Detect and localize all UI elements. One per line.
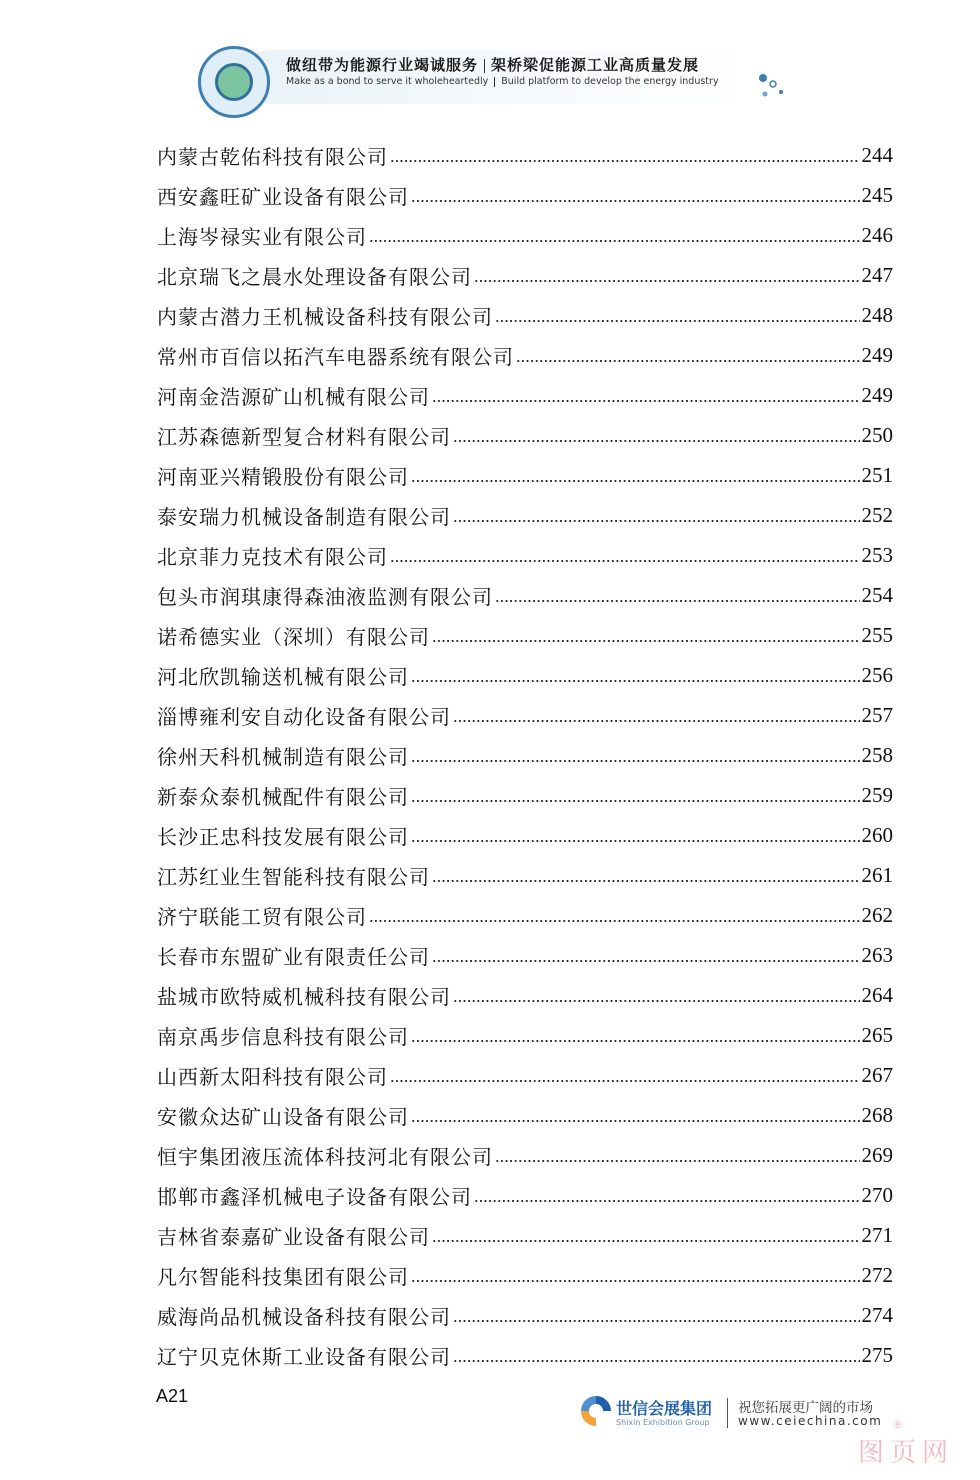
- toc-dot-leader: [411, 785, 860, 805]
- toc-page-number: 248: [861, 302, 893, 327]
- toc-dot-leader: [411, 745, 860, 765]
- slogan-cn: [286, 54, 699, 75]
- toc-dot-leader: [453, 425, 860, 445]
- toc-dot-leader: [453, 1305, 860, 1325]
- toc-page-number: 250: [861, 422, 893, 447]
- energy-logo-icon: [198, 46, 270, 118]
- toc-row[interactable]: [157, 695, 893, 735]
- toc-page-number: 259: [861, 782, 893, 807]
- toc-entry-name: 内蒙古乾佑科技有限公司: [157, 144, 388, 169]
- toc-row[interactable]: [157, 1055, 893, 1095]
- toc-row[interactable]: [157, 255, 893, 295]
- footer-brand: 世信会展集团: [616, 1399, 713, 1418]
- toc-entry-name: 上海岑禄实业有限公司: [157, 224, 367, 249]
- toc-page-number: 274: [861, 1302, 893, 1327]
- toc-row[interactable]: [157, 855, 893, 895]
- toc-dot-leader: [474, 1185, 860, 1205]
- toc-entry-name: 邯郸市鑫泽机械电子设备有限公司: [157, 1184, 472, 1209]
- toc-page-number: 256: [861, 662, 893, 687]
- toc-entry-name: 北京瑞飞之晨水处理设备有限公司: [157, 264, 472, 289]
- toc-page-number: 265: [861, 1022, 893, 1047]
- slogan-cn-left: 做纽带为能源行业竭诚服务: [286, 56, 479, 74]
- toc-dot-leader: [411, 1105, 860, 1125]
- toc-page-number: 270: [861, 1182, 893, 1207]
- toc-entry-name: 山西新太阳科技有限公司: [157, 1064, 388, 1089]
- toc-row[interactable]: [157, 295, 893, 335]
- toc-dot-leader: [390, 1065, 860, 1085]
- toc-row[interactable]: [157, 335, 893, 375]
- toc-dot-leader: [411, 825, 860, 845]
- watermark-registered: ®: [892, 1418, 903, 1431]
- toc-dot-leader: [411, 185, 860, 205]
- logo-inner-icon: [215, 63, 253, 101]
- toc-page-number: 244: [861, 142, 893, 167]
- toc-page-number: 249: [861, 342, 893, 367]
- toc-entry-name: 江苏红业生智能科技有限公司: [157, 864, 430, 889]
- toc-page-number: 268: [861, 1102, 893, 1127]
- toc-row[interactable]: [157, 135, 893, 175]
- toc-entry-name: 吉林省泰嘉矿业设备有限公司: [157, 1224, 430, 1249]
- toc-dot-leader: [453, 705, 860, 725]
- toc-dot-leader: [495, 305, 860, 325]
- toc-dot-leader: [411, 465, 860, 485]
- slogan-divider: [484, 59, 485, 73]
- toc-page-number: 258: [861, 742, 893, 767]
- toc-page-number: 269: [861, 1142, 893, 1167]
- toc-row[interactable]: [157, 455, 893, 495]
- toc-dot-leader: [495, 585, 860, 605]
- toc-entry-name: 安徽众达矿山设备有限公司: [157, 1104, 409, 1129]
- toc-dot-leader: [369, 225, 860, 245]
- toc-row[interactable]: [157, 615, 893, 655]
- decorative-dots-icon: [757, 72, 787, 102]
- toc-entry-name: 济宁联能工贸有限公司: [157, 904, 367, 929]
- toc-row[interactable]: [157, 575, 893, 615]
- toc-dot-leader: [432, 385, 860, 405]
- toc-entry-name: 诺希德实业（深圳）有限公司: [157, 624, 430, 649]
- shixin-logo-icon: [578, 1393, 614, 1429]
- toc-entry-name: 淄博雍利安自动化设备有限公司: [157, 704, 451, 729]
- toc-dot-leader: [495, 1145, 860, 1165]
- table-of-contents: [157, 135, 893, 1375]
- toc-row[interactable]: [157, 535, 893, 575]
- toc-dot-leader: [369, 905, 860, 925]
- slogan-en-left: Make as a bond to serve it wholeheartedly: [286, 76, 489, 87]
- toc-page-number: 272: [861, 1262, 893, 1287]
- toc-entry-name: 盐城市欧特威机械科技有限公司: [157, 984, 451, 1009]
- page-label: A21: [156, 1386, 189, 1406]
- toc-row[interactable]: [157, 215, 893, 255]
- toc-row[interactable]: [157, 1295, 893, 1335]
- toc-entry-name: 徐州天科机械制造有限公司: [157, 744, 409, 769]
- toc-entry-name: 包头市润琪康得森油液监测有限公司: [157, 584, 493, 609]
- toc-row[interactable]: [157, 1335, 893, 1375]
- toc-row[interactable]: [157, 495, 893, 535]
- watermark: 图页网: [858, 1438, 955, 1468]
- slogan-en-right: Build platform to develop the energy industry: [501, 76, 719, 87]
- toc-row[interactable]: [157, 1015, 893, 1055]
- footer-brand-en: Shixin Exhibition Group: [616, 1418, 710, 1427]
- toc-row[interactable]: [157, 1215, 893, 1255]
- toc-page-number: 249: [861, 382, 893, 407]
- toc-dot-leader: [411, 1265, 860, 1285]
- toc-page-number: 253: [861, 542, 893, 567]
- toc-dot-leader: [432, 865, 860, 885]
- toc-row[interactable]: [157, 415, 893, 455]
- toc-entry-name: 新泰众泰机械配件有限公司: [157, 784, 409, 809]
- toc-row[interactable]: [157, 1095, 893, 1135]
- toc-dot-leader: [390, 145, 860, 165]
- toc-page-number: 245: [861, 182, 893, 207]
- toc-page-number: 252: [861, 502, 893, 527]
- toc-row[interactable]: [157, 735, 893, 775]
- header-banner: [198, 46, 758, 108]
- toc-page-number: 275: [861, 1342, 893, 1367]
- toc-page-number: 257: [861, 702, 893, 727]
- toc-page-number: 263: [861, 942, 893, 967]
- toc-entry-name: 西安鑫旺矿业设备有限公司: [157, 184, 409, 209]
- toc-dot-leader: [453, 1345, 860, 1365]
- slogan-en-divider: [494, 77, 495, 87]
- toc-row[interactable]: [157, 375, 893, 415]
- toc-page-number: 264: [861, 982, 893, 1007]
- toc-dot-leader: [432, 1225, 860, 1245]
- toc-row[interactable]: [157, 975, 893, 1015]
- toc-entry-name: 辽宁贝克休斯工业设备有限公司: [157, 1344, 451, 1369]
- toc-entry-name: 常州市百信以拓汽车电器系统有限公司: [157, 344, 514, 369]
- toc-entry-name: 泰安瑞力机械设备制造有限公司: [157, 504, 451, 529]
- toc-row[interactable]: [157, 1135, 893, 1175]
- toc-page-number: 254: [861, 582, 893, 607]
- toc-dot-leader: [453, 505, 860, 525]
- toc-page-number: 255: [861, 622, 893, 647]
- toc-entry-name: 河北欣凯输送机械有限公司: [157, 664, 409, 689]
- toc-dot-leader: [432, 625, 860, 645]
- toc-entry-name: 凡尔智能科技集团有限公司: [157, 1264, 409, 1289]
- toc-page-number: 246: [861, 222, 893, 247]
- toc-entry-name: 河南金浩源矿山机械有限公司: [157, 384, 430, 409]
- toc-entry-name: 内蒙古潜力王机械设备科技有限公司: [157, 304, 493, 329]
- footer-divider: [727, 1398, 728, 1428]
- slogan-en: [286, 76, 719, 87]
- toc-page-number: 247: [861, 262, 893, 287]
- toc-row[interactable]: [157, 775, 893, 815]
- toc-dot-leader: [432, 945, 860, 965]
- toc-entry-name: 南京禹步信息科技有限公司: [157, 1024, 409, 1049]
- toc-row[interactable]: [157, 815, 893, 855]
- toc-row[interactable]: [157, 655, 893, 695]
- toc-page-number: 251: [861, 462, 893, 487]
- toc-row[interactable]: [157, 895, 893, 935]
- toc-page-number: 271: [861, 1222, 893, 1247]
- toc-entry-name: 河南亚兴精锻股份有限公司: [157, 464, 409, 489]
- toc-row[interactable]: [157, 1255, 893, 1295]
- toc-row[interactable]: [157, 175, 893, 215]
- toc-dot-leader: [453, 985, 860, 1005]
- toc-row[interactable]: [157, 935, 893, 975]
- toc-entry-name: 长春市东盟矿业有限责任公司: [157, 944, 430, 969]
- toc-page-number: 267: [861, 1062, 893, 1087]
- toc-dot-leader: [411, 1025, 860, 1045]
- toc-entry-name: 威海尚品机械设备科技有限公司: [157, 1304, 451, 1329]
- toc-dot-leader: [474, 265, 860, 285]
- toc-entry-name: 长沙正忠科技发展有限公司: [157, 824, 409, 849]
- toc-dot-leader: [516, 345, 860, 365]
- toc-entry-name: 江苏森德新型复合材料有限公司: [157, 424, 451, 449]
- toc-dot-leader: [411, 665, 860, 685]
- toc-page-number: 261: [861, 862, 893, 887]
- footer-url[interactable]: www.ceiechina.com: [738, 1414, 883, 1428]
- toc-entry-name: 北京菲力克技术有限公司: [157, 544, 388, 569]
- footer-tagline: 祝您拓展更广阔的市场: [738, 1400, 873, 1416]
- toc-entry-name: 恒宇集团液压流体科技河北有限公司: [157, 1144, 493, 1169]
- toc-dot-leader: [390, 545, 860, 565]
- toc-row[interactable]: [157, 1175, 893, 1215]
- slogan-cn-right: 架桥梁促能源工业高质量发展: [491, 56, 700, 74]
- toc-page-number: 262: [861, 902, 893, 927]
- toc-page-number: 260: [861, 822, 893, 847]
